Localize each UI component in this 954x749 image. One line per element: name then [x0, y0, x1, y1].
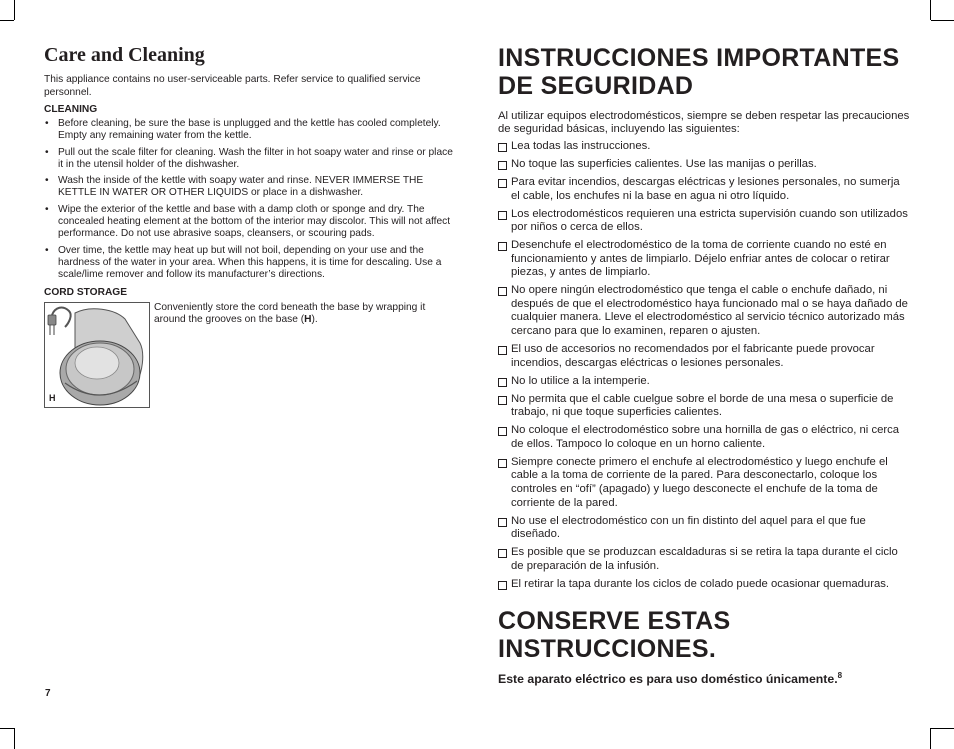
- safety-list: [498, 140, 910, 591]
- cleaning-subheading: CLEANING: [44, 104, 98, 115]
- safety-intro: Al utilizar equipos electrodomésticos, siempre se deben respetar las precauciones de seguridad básicas, incluyendo las siguientes:: [498, 110, 910, 135]
- list-item: No use el electrodoméstico con un fin distinto del aquel para el que fue diseñado.: [498, 515, 910, 542]
- checkbox-icon: [498, 287, 507, 296]
- left-page: [44, 44, 458, 408]
- crop-mark: [0, 20, 14, 21]
- list-item: • Over time, the kettle may heat up but will not boil, depending on your use and the hardness of the water in your area. When this happens, it is time for descaling. Use a scale/lime remover and follow its manufacturer’s directions.: [45, 244, 442, 281]
- cord-storage-section: [44, 302, 458, 408]
- checkbox-icon: [498, 242, 507, 251]
- figure-label: H: [49, 392, 56, 403]
- list-item: Para evitar incendios, descargas eléctricas y lesiones personales, no sumerja el cable, los enchufes ni la base en agua ni otro líquido.: [498, 176, 910, 203]
- safety-title: INSTRUCCIONES IMPORTANTES DE SEGURIDAD: [498, 44, 900, 100]
- checkbox-icon: [498, 549, 507, 558]
- cleaning-list: [44, 118, 458, 282]
- cord-storage-text: Conveniently store the cord beneath the base by wrapping it around the grooves on the base (H).: [154, 301, 426, 326]
- crop-mark: [14, 0, 15, 20]
- checkbox-icon: [498, 378, 507, 387]
- list-item: • Pull out the scale filter for cleaning. Wash the filter in hot soapy water and rinse or place it in the utensil holder of the dishwasher.: [45, 146, 453, 170]
- list-item: Lea todas las instrucciones.: [498, 140, 910, 154]
- checkbox-icon: [498, 459, 507, 468]
- list-item: No toque las superficies calientes. Use las manijas o perillas.: [498, 158, 910, 172]
- list-item: No opere ningún electrodoméstico que tenga el cable o enchufe dañado, ni después de que el electrodoméstico haya funcionado mal o se haya dañado de cualquier manera. Lleve el electrodoméstico al servicio técnico autorizado más cercano para que lo examinen, reparen o ajusten.: [498, 284, 910, 338]
- list-item: Desenchufe el electrodoméstico de la toma de corriente cuando no esté en funcionamiento y antes de limpiarlo. Déjelo enfriar antes de colocar o retirar piezas, y antes de limpiarlo.: [498, 239, 910, 280]
- checkbox-icon: [498, 346, 507, 355]
- cord-storage-subheading: CORD STORAGE: [44, 286, 128, 298]
- crop-mark: [14, 728, 15, 749]
- list-item: • Wash the inside of the kettle with soapy water and rinse. NEVER IMMERSE THE KETTLE IN WATER OR OTHER LIQUIDS or place in a dishwasher.: [45, 175, 424, 199]
- list-item: • Before cleaning, be sure the base is unplugged and the kettle has cooled completely. Empty any remaining water from the kettle.: [45, 118, 441, 142]
- care-heading: Care and Cleaning: [44, 44, 205, 66]
- list-item: • Wipe the exterior of the kettle and base with a damp cloth or sponge and dry. The concealed heating element at the bottom of the interior may discolor. This will not affect performance. Do not use abrasive soaps, cleansers, or scouring pads.: [45, 203, 451, 240]
- crop-mark: [930, 728, 931, 749]
- list-item: El uso de accesorios no recomendados por el fabricante puede provocar incendios, descargas eléctricas o lesiones personales.: [498, 343, 910, 370]
- crop-mark: [931, 20, 954, 21]
- list-item: Siempre conecte primero el enchufe al electrodoméstico y luego enchufe el cable a la toma de corriente de la pared. Para desconectarlo, coloque los controles en “ofí” (apagado) y luego desconecte el enchufe de la toma de corriente de la pared.: [498, 456, 910, 510]
- checkbox-icon: [498, 518, 507, 527]
- list-item: No lo utilice a la intemperie.: [498, 375, 910, 389]
- right-page: [498, 44, 910, 686]
- page-number-right: 8: [837, 671, 843, 681]
- household-use-note: Este aparato eléctrico es para uso doméstico únicamente.$^8$: [498, 671, 843, 687]
- list-item: No coloque el electrodoméstico sobre una hornilla de gas o eléctrico, ni cerca de ellos. Tampoco lo coloque en un horno caliente.: [498, 424, 910, 451]
- kettle-base-drawing: [45, 303, 149, 407]
- checkbox-icon: [498, 396, 507, 405]
- checkbox-icon: [498, 581, 507, 590]
- checkbox-icon: [498, 143, 507, 152]
- crop-mark: [0, 728, 14, 729]
- crop-mark: [930, 0, 931, 20]
- save-instructions-heading: CONSERVE ESTAS INSTRUCCIONES.: [498, 607, 731, 664]
- list-item: Es posible que se produzcan escaldaduras si se retira la tapa durante el ciclo de preparación de la infusión.: [498, 546, 910, 573]
- kettle-base-illustration: [44, 302, 150, 408]
- list-item: El retirar la tapa durante los ciclos de colado puede ocasionar quemaduras.: [498, 578, 910, 592]
- care-intro: This appliance contains no user-serviceable parts. Refer service to qualified service personnel.: [44, 74, 421, 98]
- checkbox-icon: [498, 211, 507, 220]
- crop-mark: [931, 728, 954, 729]
- page-number-left: 7: [45, 688, 51, 699]
- checkbox-icon: [498, 161, 507, 170]
- checkbox-icon: [498, 179, 507, 188]
- list-item: Los electrodomésticos requieren una estricta supervisión cuando son utilizados por niños o cerca de ellos.: [498, 208, 910, 235]
- checkbox-icon: [498, 427, 507, 436]
- list-item: No permita que el cable cuelgue sobre el borde de una mesa o superficie de trabajo, ni que toque superficies calientes.: [498, 393, 910, 420]
